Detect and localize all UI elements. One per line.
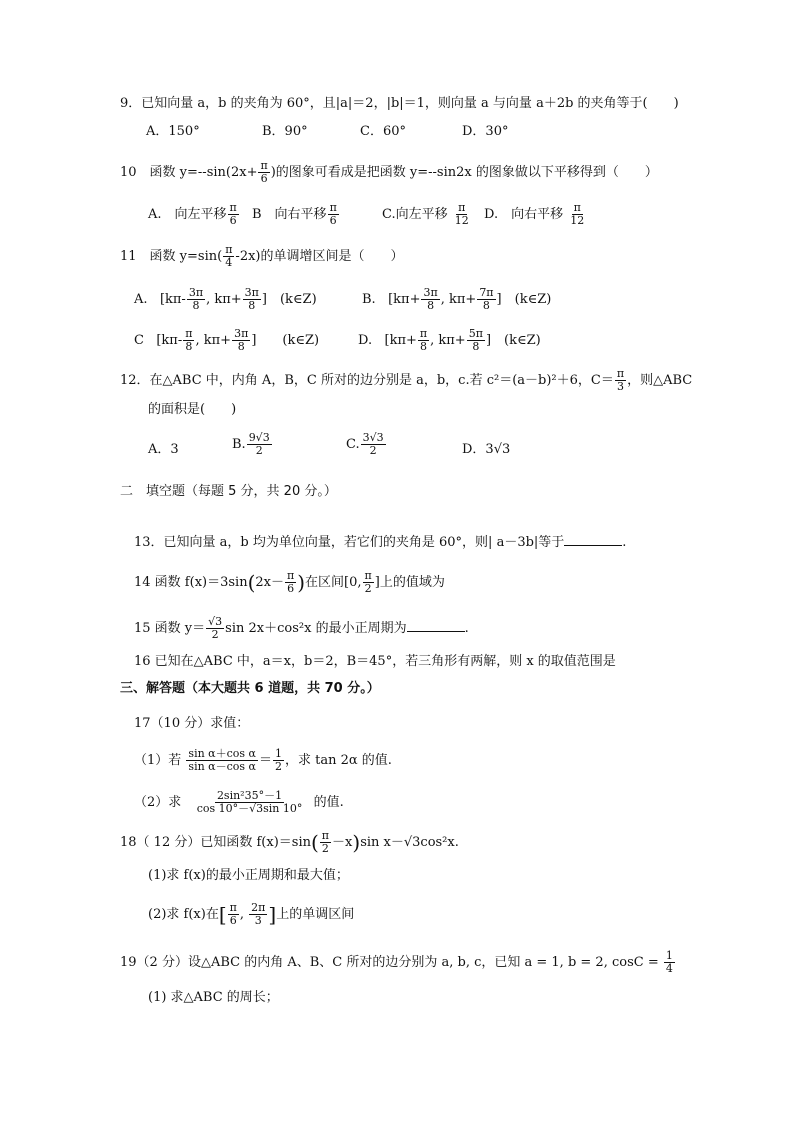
question-14: 14 函数 f(x)＝3sin(2x－ $\frac{\pi}{6}$ )在区间[0, $\frac{\pi}{2}$ ]上的值域为 xyxy=(134,569,445,595)
answer-blank xyxy=(564,533,622,546)
question-19-part1: (1) 求△ABC 的周长； xyxy=(148,990,279,1005)
question-11: 11 函数 y=sin( $\frac{\pi}{4}$ -2x)的单调增区间是（ ） xyxy=(120,243,404,269)
section-2-heading: 二 填空题（每题 5 分，共 20 分。） xyxy=(120,484,337,499)
question-13: 13．已知向量 a，b 均为单位向量，若它们的夹角是 60°，则| a－3b|等于 . xyxy=(134,535,627,550)
answer-blank xyxy=(407,619,465,632)
q9-option-d: D．30° xyxy=(462,124,509,139)
q12-option-c: C. $\frac{3√3}{2}$ xyxy=(346,431,384,457)
question-18-part2: (2)求 f(x)在[ $\frac{\pi}{6}$ , $\frac{2\pi}{3}$ ]上的单调区间 xyxy=(148,901,355,927)
q9-option-c: C．60° xyxy=(360,124,406,139)
question-17-heading: 17（10 分）求值： xyxy=(134,716,250,731)
question-18: 18（ 12 分）已知函数 f(x)＝sin( $\frac{\pi}{2}$ －x)sin x－√3cos²x. xyxy=(120,829,459,855)
q9-option-a: A．150° xyxy=(146,124,200,139)
q11-option-c: C [kπ- $\frac{\pi}{8}$ , kπ+ $\frac{3\pi}{8}$ ] (k∈Z) xyxy=(134,327,320,353)
q12-option-a: A．3 xyxy=(148,442,179,457)
question-12: 12．在△ABC 中，内角 A，B，C 所对的边分别是 a，b，c.若 c²＝(a－b)²＋6，C＝ $\frac{\pi}{3}$ ，则△ABC xyxy=(120,367,693,393)
question-10: 10 函数 y=--sin(2x+ $\frac{\pi}{6}$ )的图象可看成是把函数 y=--sin2x 的图象做以下平移得到（ ） xyxy=(120,159,658,185)
question-15: 15 函数 y＝ $\frac{√3}{2}$ sin 2x＋cos²x 的最小正周期为 . xyxy=(134,615,469,641)
question-19: 19（2 分）设△ABC 的内角 A、B、C 所对的边分别为 a, b, c，已知 a = 1, b = 2, cosC = $\frac{1}{4}$ xyxy=(120,949,673,975)
q11-option-a: A. [kπ- $\frac{3\pi}{8}$ , kπ+ $\frac{3\pi}{8}$ ] (k∈Z) xyxy=(134,286,317,312)
q12-option-b: B. $\frac{9√3}{2}$ xyxy=(232,431,270,457)
question-17-part1: （1）若 $\frac{\text{sin α＋cos α}}{\text{sin α－cos α}}$ ＝ $\frac{1}{2}$ ，求 tan 2α 的值. xyxy=(134,747,392,773)
q12-option-d: D．3√3 xyxy=(462,442,511,457)
q11-option-d: D. [kπ+ $\frac{\pi}{8}$ , kπ+ $\frac{5\pi}{8}$ ] (k∈Z) xyxy=(358,327,541,353)
question-18-part1: (1)求 f(x)的最小正周期和最大值； xyxy=(148,868,349,883)
q10-option-d: D. 向右平移 $\frac{\pi}{12}$ xyxy=(484,201,585,227)
question-9: 9．已知向量 a，b 的夹角为 60°，且|a|＝2，|b|＝1，则向量 a 与向量 a＋2b 的夹角等于( ) xyxy=(120,96,679,111)
q10-option-c: C.向左平移 $\frac{\pi}{12}$ xyxy=(382,201,469,227)
question-16: 16 已知在△ABC 中，a＝x，b＝2，B＝45°，若三角形有两解，则 x 的取值范围是 xyxy=(134,654,616,669)
question-12-line2: 的面积是( ) xyxy=(148,402,237,417)
q10-option-a: A. 向左平移 $\frac{\pi}{6}$ xyxy=(148,201,237,227)
fraction: $\frac{\pi}{6}$ xyxy=(260,159,268,185)
q10-option-b: B 向右平移 $\frac{\pi}{6}$ xyxy=(252,201,337,227)
section-3-heading: 三、解答题（本大题共 6 道题，共 70 分。） xyxy=(120,681,380,696)
q11-option-b: B. [kπ+ $\frac{3\pi}{8}$ , kπ+ $\frac{7\pi}{8}$ ] (k∈Z) xyxy=(362,286,552,312)
q9-option-b: B．90° xyxy=(262,124,308,139)
question-17-part2: （2）求 $\frac{\text{2sin²35°－1}}{\cos 10^\circ-√3\sin 10^\circ}$ 的值. xyxy=(134,789,344,815)
